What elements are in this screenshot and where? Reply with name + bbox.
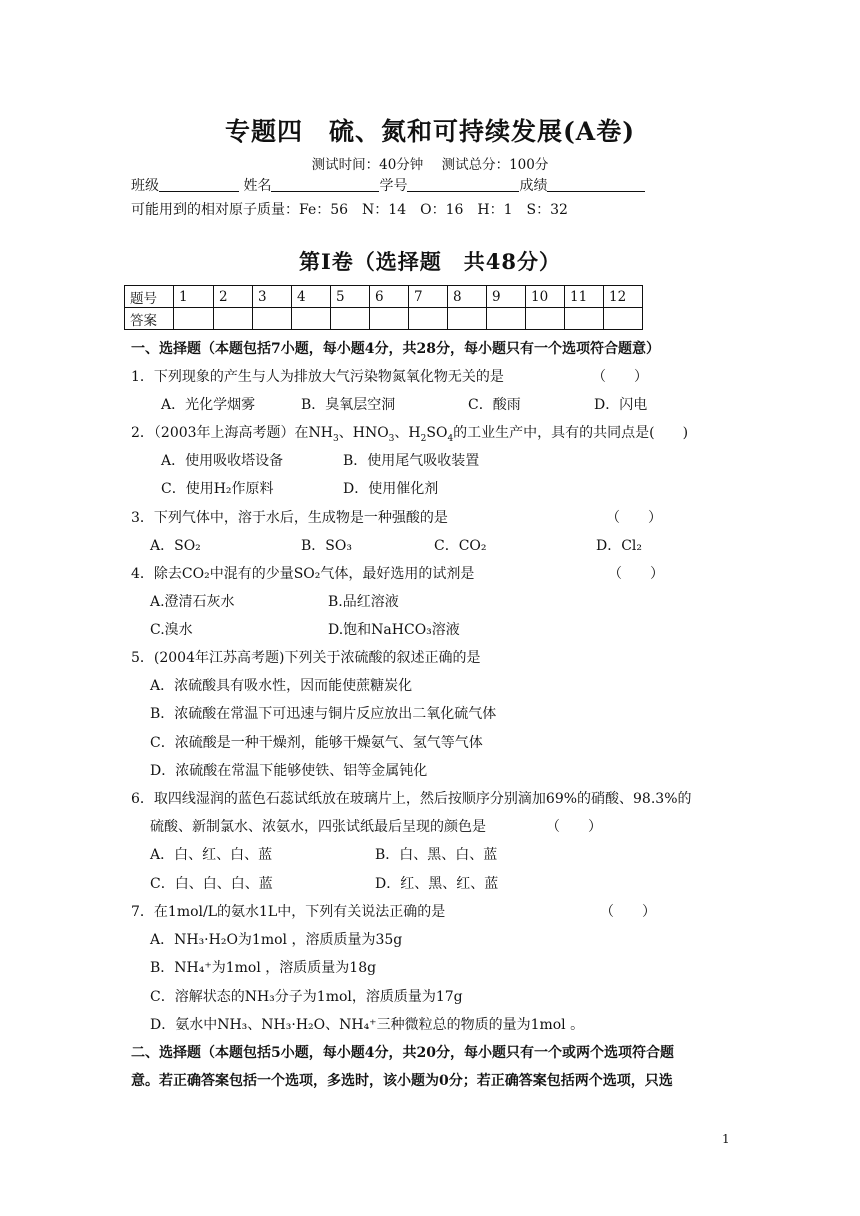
student-info-line bbox=[131, 175, 645, 195]
section2-heading-line1: 二、选择题（本题包括5小题，每小题4分，共20分，每小题只有一个或两个选项符合题 bbox=[131, 1045, 674, 1061]
question-7-answer-paren: （ ） bbox=[600, 904, 656, 920]
question-6-option-a: A．白、红、白、蓝 bbox=[150, 847, 273, 863]
answer-cell[interactable] bbox=[331, 308, 370, 330]
id-label: 学号 bbox=[379, 178, 408, 194]
question-5-option-b: B．浓硫酸在常温下可迅速与铜片反应放出二氧化硫气体 bbox=[150, 706, 497, 722]
table-number: 1 bbox=[174, 286, 214, 308]
answer-cell[interactable] bbox=[292, 308, 331, 330]
question-5-option-a: A．浓硫酸具有吸水性，因而能使蔗糖炭化 bbox=[150, 678, 413, 694]
question-1-option-a: A．光化学烟雾 bbox=[161, 397, 256, 413]
question-5-option-c: C．浓硫酸是一种干燥剂，能够干燥氨气、氢气等气体 bbox=[150, 735, 483, 751]
answer-cell[interactable] bbox=[253, 308, 292, 330]
question-2-option-c: C．使用H₂作原料 bbox=[161, 481, 274, 497]
question-2-option-b: B．使用尾气吸收装置 bbox=[343, 453, 480, 469]
section1-heading: 一、选择题（本题包括7小题，每小题4分，共28分，每小题只有一个选项符合题意） bbox=[131, 341, 660, 357]
question-5-option-d: D．浓硫酸在常温下能够使铁、铝等金属钝化 bbox=[150, 763, 428, 779]
question-4-option-c: C.溴水 bbox=[150, 622, 193, 638]
atomic-masses: 可能用到的相对原子质量：Fe：56 N：14 O：16 H：1 S：32 bbox=[131, 202, 568, 218]
question-4-option-a: A.澄清石灰水 bbox=[150, 594, 235, 610]
question-4-option-b: B.品红溶液 bbox=[328, 594, 399, 610]
question-3-option-a: A．SO₂ bbox=[150, 538, 201, 554]
table-number: 12 bbox=[604, 286, 643, 308]
score-blank[interactable] bbox=[547, 177, 645, 192]
class-blank[interactable] bbox=[159, 177, 239, 192]
question-2-option-d: D．使用催化剂 bbox=[343, 481, 439, 497]
total-score: 测试总分：100分 bbox=[441, 157, 549, 173]
question-1-stem: 1．下列现象的产生与人为排放大气污染物氮氧化物无关的是 bbox=[131, 369, 504, 385]
part1-title: 第Ⅰ卷（选择题 共48分） bbox=[298, 249, 562, 274]
question-6-answer-paren: （ ） bbox=[546, 819, 602, 835]
question-3-answer-paren: （ ） bbox=[606, 510, 662, 526]
question-3-stem: 3．下列气体中，溶于水后，生成物是一种强酸的是 bbox=[131, 510, 448, 526]
question-2-stem-pre: 2．（2003年上海高考题）在NH bbox=[131, 425, 333, 441]
question-3-option-b: B．SO₃ bbox=[301, 538, 352, 554]
question-6-option-d: D．红、黑、红、蓝 bbox=[375, 876, 499, 892]
answer-cell[interactable] bbox=[487, 308, 526, 330]
class-label: 班级 bbox=[131, 178, 159, 194]
exam-meta bbox=[0, 153, 860, 173]
answer-cell[interactable] bbox=[448, 308, 487, 330]
table-number: 5 bbox=[331, 286, 370, 308]
answer-cell[interactable] bbox=[370, 308, 409, 330]
question-6-stem-line1: 6．取四线湿润的蓝色石蕊试纸放在玻璃片上，然后按顺序分别滴加69%的硝酸、98.3%的 bbox=[131, 791, 692, 807]
section2-heading-line2: 意。若正确答案包括一个选项，多选时，该小题为0分；若正确答案包括两个选项，只选 bbox=[131, 1073, 673, 1089]
question-7-stem: 7．在1mol/L的氨水1L中，下列有关说法正确的是 bbox=[131, 904, 446, 920]
name-blank[interactable] bbox=[271, 177, 379, 192]
exam-title: 专题四 硫、氮和可持续发展(A卷) bbox=[224, 117, 636, 146]
question-2-stem: 2．（2003年上海高考题）在$NH_3$、$HNO_3$、$H_2SO_4$的工业生产中，具有的共同点是( ) bbox=[131, 425, 689, 444]
id-blank[interactable] bbox=[407, 177, 519, 192]
table-number: 3 bbox=[253, 286, 292, 308]
question-5-stem: 5．(2004年江苏高考题)下列关于浓硫酸的叙述正确的是 bbox=[131, 650, 481, 666]
question-1-option-c: C．酸雨 bbox=[468, 397, 521, 413]
table-label-a: 答案 bbox=[125, 308, 174, 330]
table-number: 6 bbox=[370, 286, 409, 308]
table-number: 11 bbox=[565, 286, 604, 308]
answer-cell[interactable] bbox=[174, 308, 214, 330]
question-7-option-c: C．溶解状态的NH₃分子为1mol，溶质质量为17g bbox=[150, 989, 463, 1005]
answer-cell[interactable] bbox=[409, 308, 448, 330]
table-number: 7 bbox=[409, 286, 448, 308]
question-1-option-d: D．闪电 bbox=[594, 397, 648, 413]
question-1-option-b: B．臭氧层空洞 bbox=[301, 397, 396, 413]
score-label: 成绩 bbox=[519, 178, 548, 194]
question-4-stem: 4．除去CO₂中混有的少量SO₂气体，最好选用的试剂是 bbox=[131, 566, 475, 582]
answer-table-row-answers bbox=[125, 308, 643, 330]
question-6-stem-line2: 硫酸、新制氯水、浓氨水，四张试纸最后呈现的颜色是 bbox=[150, 819, 486, 835]
table-number: 9 bbox=[487, 286, 526, 308]
name-label: 姓名 bbox=[243, 178, 272, 194]
question-6-option-b: B．白、黑、白、蓝 bbox=[375, 847, 498, 863]
question-4-option-d: D.饱和NaHCO₃溶液 bbox=[328, 622, 460, 638]
table-label-q: 题号 bbox=[125, 286, 174, 308]
question-2-stem-post: 的工业生产中，具有的共同点是( ) bbox=[453, 425, 689, 441]
table-number: 8 bbox=[448, 286, 487, 308]
question-3-option-c: C．CO₂ bbox=[434, 538, 487, 554]
question-2-option-a: A．使用吸收塔设备 bbox=[161, 453, 284, 469]
question-7-option-a: A．NH₃·H₂O为1mol ，溶质质量为35g bbox=[150, 932, 403, 948]
answer-cell[interactable] bbox=[604, 308, 643, 330]
question-4-answer-paren: （ ） bbox=[608, 566, 664, 582]
table-number: 4 bbox=[292, 286, 331, 308]
test-time: 测试时间：40分钟 bbox=[311, 157, 424, 173]
answer-cell[interactable] bbox=[565, 308, 604, 330]
table-number: 10 bbox=[526, 286, 565, 308]
answer-cell[interactable] bbox=[214, 308, 253, 330]
question-7-option-b: B．NH₄⁺为1mol ，溶质质量为18g bbox=[150, 960, 377, 976]
question-3-option-d: D．Cl₂ bbox=[596, 538, 643, 554]
question-6-option-c: C．白、白、白、蓝 bbox=[150, 876, 273, 892]
table-number: 2 bbox=[214, 286, 253, 308]
answer-table bbox=[124, 285, 643, 330]
question-1-answer-paren: （ ） bbox=[592, 369, 648, 385]
question-7-option-d: D．氨水中NH₃、NH₃·H₂O、NH₄⁺三种微粒总的物质的量为1mol 。 bbox=[150, 1017, 585, 1033]
page-number: 1 bbox=[722, 1132, 730, 1146]
answer-cell[interactable] bbox=[526, 308, 565, 330]
answer-table-row-numbers bbox=[125, 286, 643, 308]
